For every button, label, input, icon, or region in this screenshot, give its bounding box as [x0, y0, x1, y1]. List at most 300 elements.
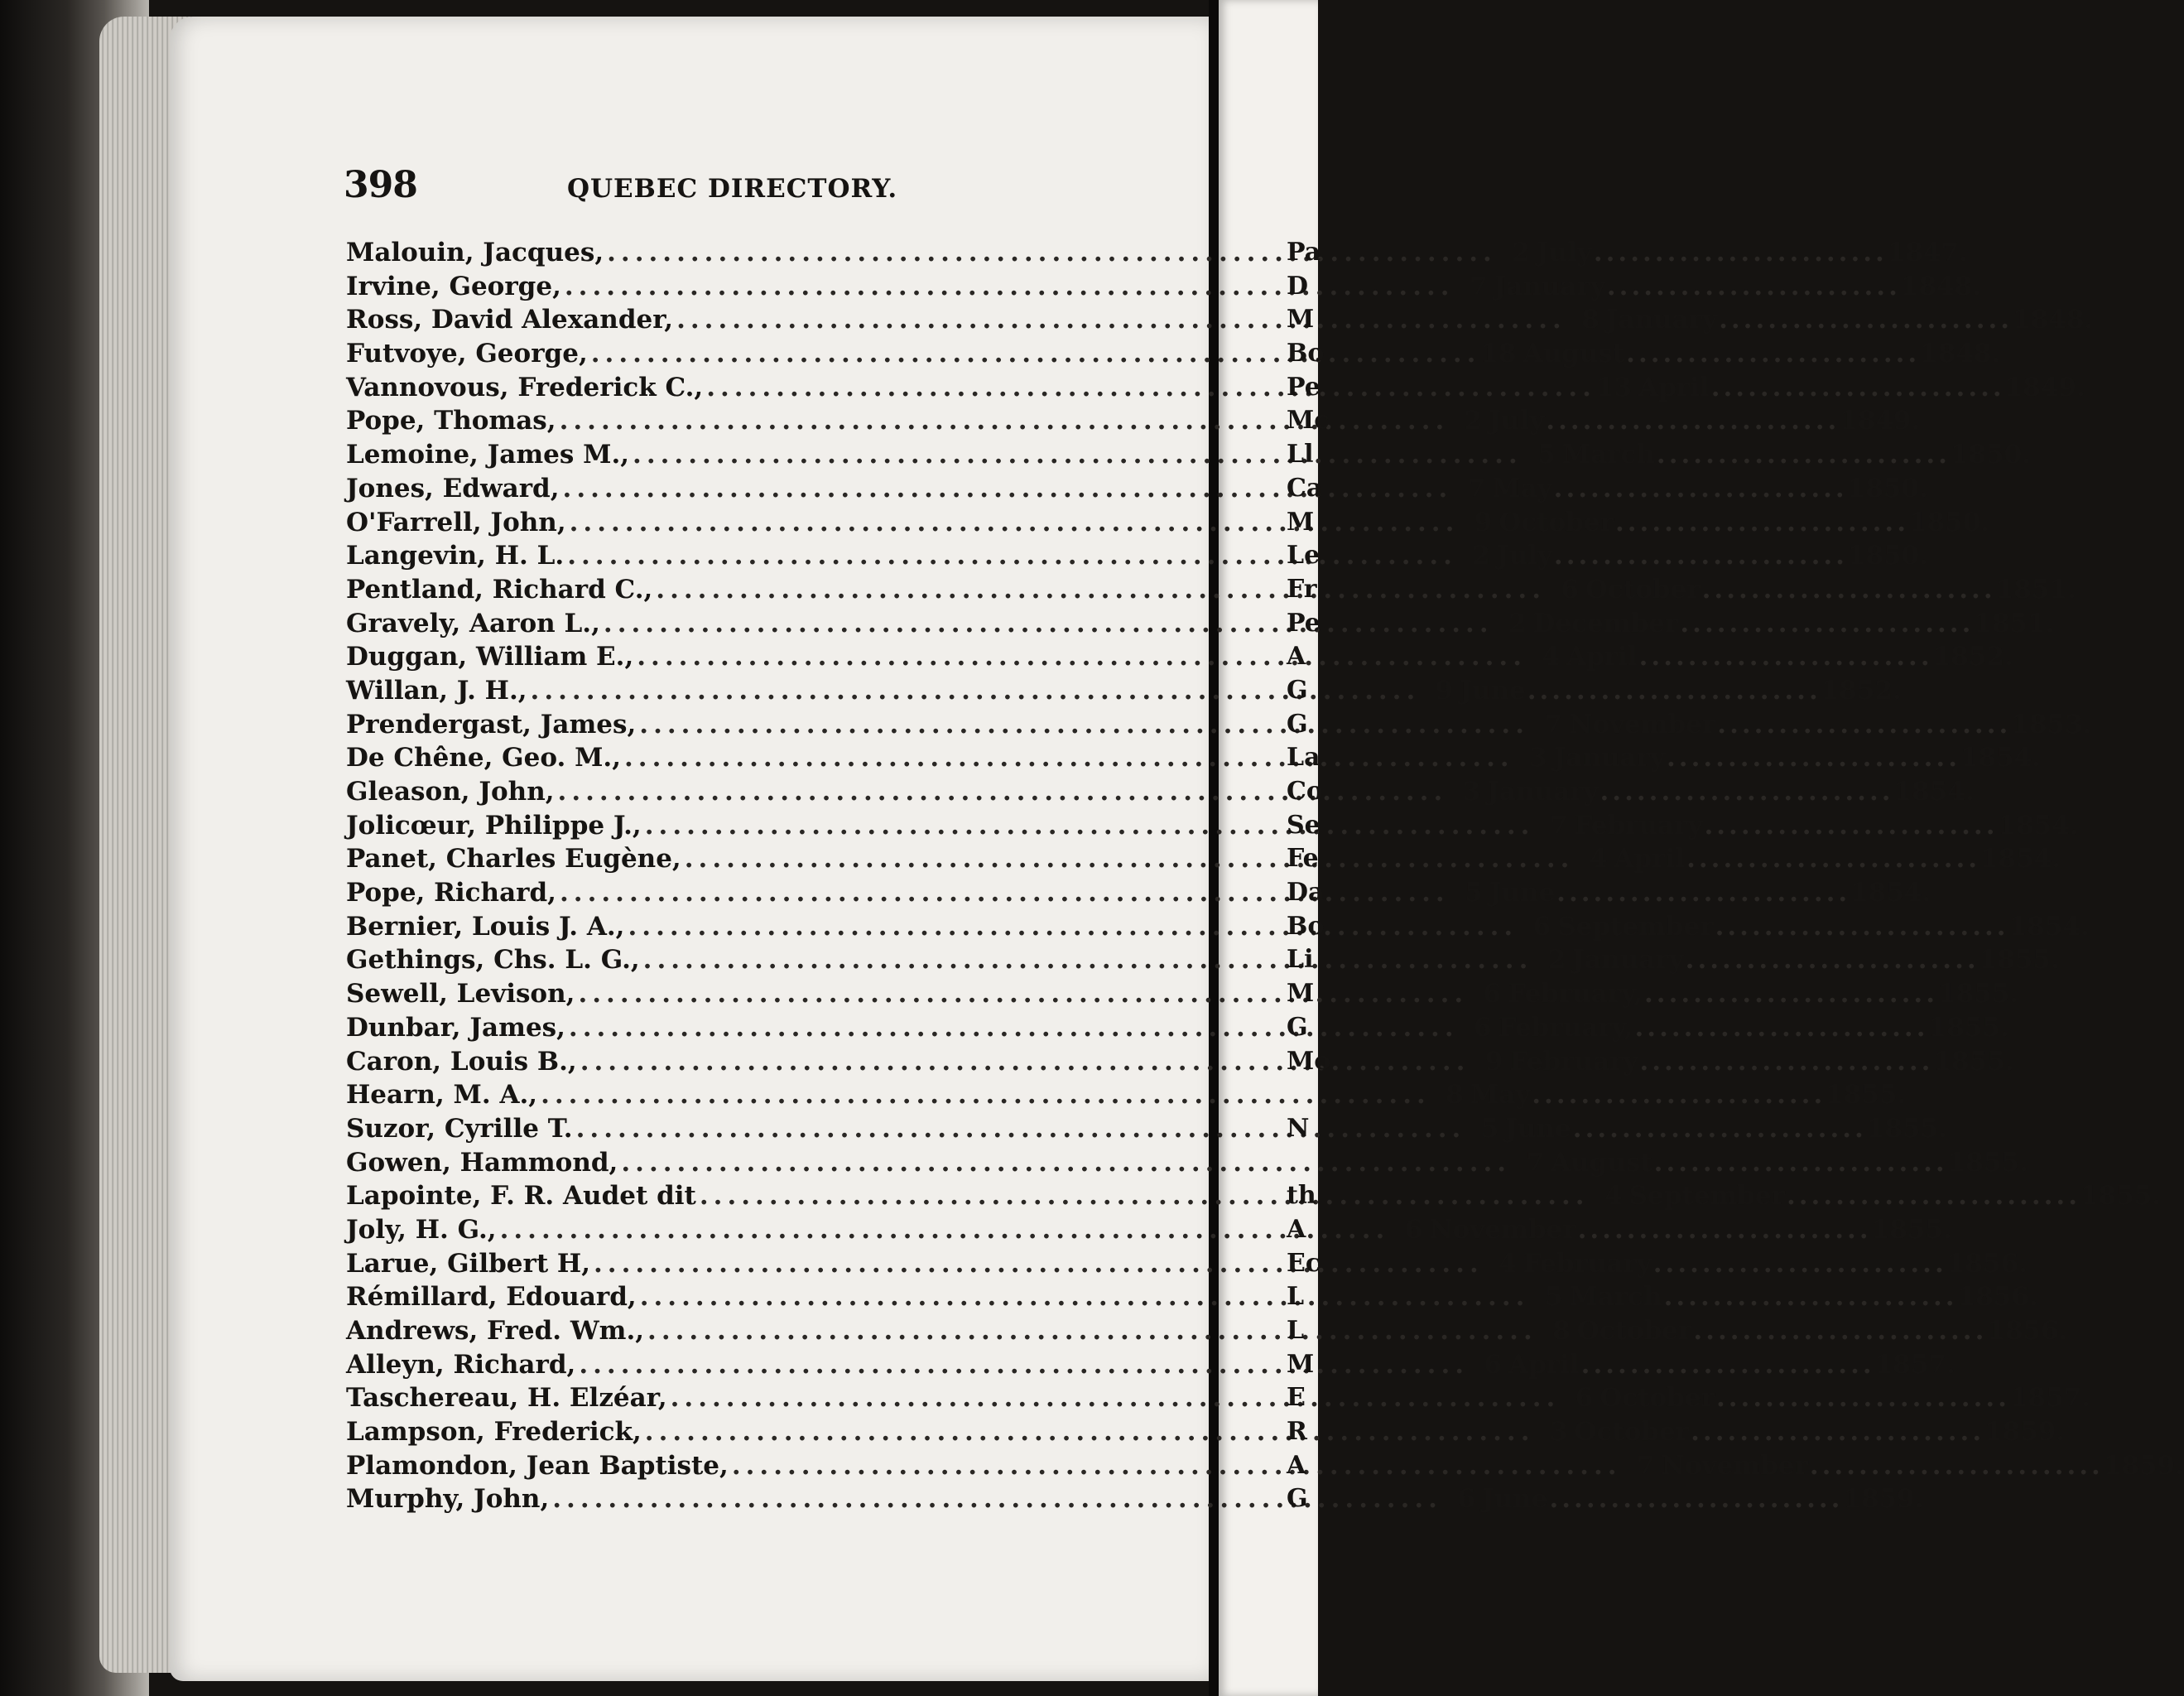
entry-date — [1389, 1215, 1951, 1245]
entry-name: Langevin, H. L. — [346, 541, 565, 571]
directory-entry — [346, 1316, 2068, 1350]
entry-month: March — [1569, 1282, 1662, 1313]
running-head: QUEBEC DIRECTORY. — [567, 174, 898, 204]
entry-name: Ross, David Alexander, — [346, 305, 674, 335]
directory-entry — [346, 1282, 2038, 1316]
entry-day: 2 — [1512, 238, 1530, 267]
dot-leader — [1605, 272, 1901, 301]
entry-month: April — [1638, 372, 1710, 402]
entry-year: 1857. — [2009, 1383, 2091, 1414]
entry-name: Sewell, Levison, — [346, 979, 575, 1009]
dot-leader — [1624, 339, 1920, 369]
dot-leader — [577, 1047, 1470, 1077]
dot-leader — [1785, 1181, 2081, 1211]
dot-leader — [588, 339, 1481, 369]
entry-year: 1854. — [1850, 878, 1931, 908]
dot-leader — [1552, 541, 1848, 571]
facing-page-fragment: Ll — [1287, 440, 1314, 470]
entry-name: Larue, Gilbert H, — [346, 1248, 591, 1279]
facing-page-fragment: M — [1287, 1349, 1315, 1379]
entry-date — [1459, 508, 1989, 537]
dot-leader — [1691, 1316, 1987, 1346]
entry-month: June — [1505, 1113, 1571, 1144]
dot-leader — [1715, 1383, 2010, 1413]
entry-month: March — [1561, 440, 1655, 470]
entry-date — [1468, 979, 2018, 1009]
dot-leader — [497, 1215, 1390, 1245]
entry-month: October — [1600, 1383, 1715, 1414]
entry-name: Vannovous, Frederick C., — [346, 372, 704, 402]
entry-day: 7 — [1467, 473, 1486, 504]
dot-leader — [652, 575, 1546, 605]
directory-entry — [346, 709, 2092, 744]
entry-day: 13 — [1595, 372, 1633, 402]
entry-year: 1855. — [1866, 1113, 1947, 1144]
dot-leader — [1614, 508, 1909, 537]
facing-page-fragment: M — [1287, 507, 1315, 537]
entry-day: 4 — [1604, 1181, 1623, 1212]
dot-leader — [621, 743, 1514, 773]
dot-leader — [618, 1148, 1511, 1178]
entry-year: 1857. — [1874, 1349, 1955, 1380]
directory-entry — [346, 1383, 2091, 1417]
entry-name: Pope, Richard, — [346, 878, 556, 908]
entry-day: 6 — [1483, 979, 1502, 1009]
entry-year: 1859. — [2103, 1450, 2184, 1481]
entry-month: September — [1628, 1181, 1785, 1212]
dot-leader — [1808, 1451, 2104, 1481]
dot-leader — [1580, 1350, 1875, 1380]
entry-year: 1855. — [1933, 1046, 2014, 1077]
entry-month: June — [1460, 675, 1526, 706]
directory-entry — [346, 675, 1902, 710]
facing-page-fragment: Se — [1287, 810, 1321, 840]
entry-date — [1529, 1282, 2037, 1312]
entry-month: February — [1509, 1046, 1638, 1077]
entry-month: April — [1508, 1349, 1580, 1380]
entry-date — [1529, 710, 2091, 740]
entry-date — [1431, 1080, 1907, 1110]
dot-leader — [1638, 642, 1933, 672]
entry-name: Jolicœur, Philippe J., — [346, 810, 642, 841]
entry-year: 1851. — [1995, 574, 2076, 605]
facing-page-fragment: A — [1287, 1450, 1306, 1480]
entry-month: November — [1569, 709, 1716, 740]
entry-year: 1849. — [1840, 406, 1921, 436]
entry-date — [1465, 1114, 1947, 1144]
entry-name: Suzor, Cyrille T. — [346, 1113, 573, 1144]
facing-page-fragment: Le — [1287, 541, 1321, 571]
dot-leader — [729, 1451, 1622, 1481]
entry-name: Willan, J. H., — [346, 675, 527, 706]
directory-entry — [346, 1113, 1947, 1148]
entry-date — [1518, 912, 2089, 942]
entry-name: Lapointe, F. R. Audet dit — [346, 1181, 696, 1212]
entry-year: 1854. — [1960, 743, 2042, 773]
entry-year: 1848. — [1900, 271, 1981, 301]
entry-date — [1527, 642, 2013, 672]
entry-date — [1534, 811, 2078, 841]
dot-leader — [629, 440, 1523, 470]
entry-day: 6 — [1457, 1484, 1475, 1515]
dot-leader — [1684, 945, 1980, 975]
facing-page-fragment: E — [1287, 1383, 1306, 1413]
dot-leader — [640, 945, 1533, 975]
facing-page-fragment: L — [1287, 1316, 1305, 1345]
page-number: 398 — [344, 164, 417, 206]
facing-page-fragment: N — [1287, 1113, 1310, 1143]
facing-page-fragment: Da — [1287, 878, 1325, 908]
entry-name: Gravely, Aaron L., — [346, 608, 600, 638]
entry-name: Gethings, Chs. L. G., — [346, 945, 640, 976]
entry-month: June — [1489, 878, 1556, 908]
dot-leader — [1599, 777, 1894, 807]
entry-date — [1469, 1350, 1955, 1380]
directory-entry — [346, 1349, 1955, 1384]
entry-year: 1854. — [1980, 844, 2061, 874]
dot-leader — [1544, 406, 1840, 436]
entry-day: 7 — [1544, 709, 1562, 740]
entry-day: 4 — [1589, 844, 1608, 874]
dot-leader — [1633, 1013, 1928, 1043]
facing-page-fragment: Pe — [1287, 372, 1321, 402]
entry-month: May — [1492, 473, 1552, 504]
entry-day: 2 — [1547, 945, 1566, 976]
facing-page-fragment: D — [1287, 271, 1309, 301]
entry-year: 1850. — [1909, 507, 1990, 537]
entry-day: 7 — [1526, 1147, 1545, 1178]
entry-month: February, — [1498, 1012, 1633, 1043]
entry-day: 6 — [1561, 574, 1579, 605]
entry-year: 1847. — [1887, 238, 1968, 267]
entry-year: 1856. — [1957, 1282, 2038, 1313]
entry-month: October — [1574, 1417, 1690, 1448]
entry-year: 1850. — [1847, 473, 1928, 504]
entry-name: Lampson, Frederick, — [346, 1417, 642, 1448]
entry-day: 7 — [1636, 1450, 1655, 1481]
entry-date — [1452, 474, 1928, 504]
entry-year: 1859. — [1984, 1417, 2066, 1448]
directory-entry — [346, 1450, 2184, 1485]
entry-month: October — [1498, 507, 1614, 537]
entry-day: 6 — [1484, 1349, 1503, 1380]
dot-leader — [1638, 1047, 1933, 1077]
entry-year: 1848. — [2013, 305, 2094, 335]
entry-day: 4 — [1542, 642, 1560, 672]
dot-leader — [637, 1282, 1530, 1312]
entry-name: Malouin, Jacques, — [346, 238, 604, 267]
entry-name: Pentland, Richard C., — [346, 574, 653, 605]
entry-year: 1855. — [1871, 1214, 1952, 1245]
entry-date — [1484, 1249, 2028, 1279]
dot-leader — [1701, 575, 1996, 605]
facing-page-fragment — [1287, 1080, 1320, 1114]
entry-name: Plamondon, Jean Baptiste, — [346, 1450, 729, 1481]
entry-month: February — [1574, 810, 1703, 841]
entry-year: 1849. — [2004, 372, 2085, 402]
entry-date — [1535, 1417, 2066, 1447]
dot-leader — [1655, 440, 1951, 470]
directory-entry — [346, 507, 1990, 542]
entry-name: Prendergast, James, — [346, 709, 637, 740]
facing-page-fragment: Pe — [1287, 608, 1321, 638]
entry-day: 3 — [1549, 1417, 1568, 1448]
entry-day: 8 — [1581, 305, 1600, 335]
dot-leader — [1678, 609, 1974, 638]
facing-page-fragment: A — [1287, 1214, 1306, 1244]
entry-name: Irvine, George, — [346, 271, 561, 301]
dot-leader — [566, 508, 1460, 537]
entry-day: 5 — [1480, 1113, 1499, 1144]
entry-year: 1854. — [2008, 911, 2090, 942]
directory-entry — [346, 1417, 2066, 1451]
entry-date — [1523, 440, 2031, 470]
directory-entry — [346, 271, 1981, 306]
entry-year: 1850. — [1950, 440, 2032, 470]
entry-day: 18 — [1480, 339, 1517, 369]
dot-leader — [1592, 238, 1888, 267]
dot-leader — [681, 844, 1575, 874]
dot-leader — [1530, 1080, 1826, 1110]
dot-leader — [633, 642, 1527, 672]
entry-year: 1853. — [2011, 709, 2092, 740]
entry-name: Panet, Charles Eugène, — [346, 844, 681, 874]
facing-page-fragment: Fe — [1287, 844, 1319, 874]
entry-year: 1856. — [1946, 1248, 2028, 1279]
dot-leader — [1662, 1282, 1958, 1312]
entry-name: Alleyn, Richard, — [346, 1349, 576, 1380]
entry-month: April — [1566, 642, 1638, 672]
entry-year: 1855. — [1928, 1012, 2009, 1043]
entry-name: Murphy, John, — [346, 1484, 550, 1515]
dot-leader — [1643, 979, 1938, 1009]
entry-name: Pope, Thomas, — [346, 406, 556, 436]
facing-page-fragment: Pa — [1287, 238, 1321, 267]
entry-month: January — [1572, 945, 1684, 976]
dot-leader — [667, 1383, 1561, 1413]
entry-year: 1859. — [1843, 1484, 1924, 1515]
entry-date — [1494, 609, 2055, 638]
entry-day: 5 — [1465, 878, 1483, 908]
dot-leader — [1714, 912, 2009, 942]
entry-name: Gowen, Hammond, — [346, 1147, 618, 1178]
entry-day: 6 — [1404, 1214, 1423, 1245]
dot-leader — [604, 238, 1497, 267]
entry-month: November — [1661, 1450, 1808, 1481]
entry-month: December — [1532, 608, 1679, 638]
entry-name: Jones, Edward, — [346, 473, 560, 504]
entry-day: 9 — [1474, 507, 1493, 537]
entry-date — [1622, 1451, 2184, 1481]
entry-date — [1566, 305, 2093, 335]
dot-leader — [644, 1316, 1537, 1346]
facing-page-fragment: G — [1287, 1484, 1308, 1514]
entry-date — [1590, 1181, 2161, 1211]
entry-date — [1459, 1013, 2009, 1043]
entry-month: August — [1551, 1147, 1652, 1178]
facing-page-fragment: Fr — [1287, 574, 1317, 604]
entry-date — [1546, 575, 2076, 605]
entry-month: July — [1536, 238, 1592, 267]
entry-day: 4 — [1498, 1248, 1517, 1279]
dot-leader — [1555, 878, 1850, 908]
entry-date — [1450, 878, 1931, 908]
entry-date — [1420, 676, 1902, 706]
entry-date — [1470, 1047, 2013, 1077]
entry-date — [1457, 541, 1928, 571]
facing-page-fragment: Ca — [1287, 473, 1323, 503]
facing-page-fragment: Li — [1287, 945, 1314, 975]
entry-date — [1480, 339, 2000, 369]
directory-entry — [346, 1080, 1907, 1114]
dot-leader — [1652, 1148, 1948, 1178]
facing-page-fragment: Co — [1287, 777, 1323, 806]
dot-leader — [1665, 743, 1960, 773]
entry-year: 1855. — [1826, 1080, 1907, 1111]
entry-month: September — [1557, 911, 1714, 942]
entry-month: February, — [1508, 979, 1643, 1009]
entry-day: 2 — [1464, 406, 1483, 436]
entry-year: 1855. — [2081, 1181, 2162, 1212]
entry-day: 6 — [1532, 911, 1551, 942]
dot-leader — [1717, 305, 2013, 335]
facing-page-fragment: G — [1287, 709, 1308, 739]
dot-leader — [561, 272, 1455, 301]
dot-leader — [575, 979, 1468, 1009]
entry-day: 6 — [1474, 1012, 1492, 1043]
dot-leader — [1685, 844, 1980, 874]
dot-leader — [1652, 1249, 1947, 1279]
entry-name: Joly, H. G., — [346, 1214, 497, 1245]
entry-month: May — [1470, 1080, 1531, 1111]
entry-month: August — [1523, 339, 1625, 369]
entry-year: 1855. — [1947, 1147, 2028, 1178]
entry-date — [1442, 1484, 1924, 1514]
dot-leader — [1702, 811, 1998, 841]
dot-leader — [575, 1350, 1469, 1380]
entry-day: 9 — [1435, 675, 1454, 706]
entry-date — [1455, 272, 1981, 301]
entry-month: October — [1585, 574, 1701, 605]
entry-name: Futvoye, George, — [346, 339, 588, 369]
entry-date — [1537, 1316, 2068, 1346]
dot-leader — [673, 305, 1566, 335]
entry-date — [1497, 238, 1968, 267]
directory-entry — [346, 1484, 1924, 1518]
dot-leader — [573, 1114, 1466, 1144]
entry-date — [1449, 406, 1920, 436]
entry-month: April — [1614, 844, 1686, 874]
facing-page-fragment: R — [1287, 1417, 1307, 1447]
directory-entry — [346, 1147, 2028, 1182]
entry-name: Andrews, Fred. Wm., — [346, 1316, 645, 1346]
dot-leader — [565, 1013, 1459, 1043]
facing-page-fragment: G — [1287, 1012, 1308, 1042]
entry-year: 1855. — [1979, 945, 2060, 976]
facing-page-fragment: Mc — [1287, 406, 1330, 436]
dot-leader — [590, 1249, 1484, 1279]
entry-month: January — [1487, 777, 1599, 807]
entry-year: 1851. — [1974, 608, 2055, 638]
facing-page-fragment: La — [1287, 743, 1321, 773]
dot-leader — [696, 1181, 1590, 1211]
directory-entry — [346, 642, 2013, 676]
entry-date — [1560, 1383, 2090, 1413]
directory-entry — [346, 1012, 2009, 1047]
dot-leader — [1552, 474, 1848, 504]
facing-page-fragment: M — [1287, 305, 1315, 335]
dot-leader — [642, 811, 1535, 841]
facing-page-column — [1287, 238, 1331, 1518]
entry-day: 5 — [1544, 1282, 1563, 1313]
entry-name: Gleason, John, — [346, 777, 555, 807]
entry-month: July — [1496, 541, 1552, 571]
entry-year: 1854. — [1893, 777, 1975, 807]
entry-month: January — [1605, 305, 1718, 335]
entry-date — [1447, 777, 1974, 807]
directory-entry — [346, 1214, 1952, 1249]
facing-page-fragment: Bo — [1287, 339, 1325, 369]
entry-name: De Chêne, Geo. M., — [346, 743, 621, 773]
dot-leader — [1689, 1417, 1984, 1447]
entry-date — [1514, 743, 2041, 773]
entry-year: 1852. — [1821, 675, 1902, 706]
entry-date — [1532, 945, 2059, 975]
entry-day: 3 — [1529, 743, 1547, 773]
entry-name: Taschereau, H. Elzéar, — [346, 1383, 667, 1414]
entry-month: July — [1489, 406, 1545, 436]
entry-name: Duggan, William E., — [346, 642, 634, 672]
facing-page-fragment: Mo — [1287, 1046, 1331, 1076]
dot-leader — [1715, 710, 2011, 740]
facing-page-fragment: L — [1287, 1282, 1305, 1312]
dot-leader — [1547, 1484, 1843, 1514]
facing-page-fragment: G — [1287, 675, 1308, 705]
entry-month: January — [1494, 271, 1605, 301]
entry-day: 7 — [1549, 810, 1568, 841]
dot-leader — [1571, 1114, 1867, 1144]
entry-name: Rémillard, Edouard, — [346, 1282, 637, 1313]
entry-name: Bernier, Louis J. A., — [346, 911, 625, 942]
entry-day: 2 — [1472, 541, 1490, 571]
entry-day: 7 — [1470, 271, 1488, 301]
facing-page-fragment: A — [1287, 642, 1306, 672]
entry-month: February — [1523, 1248, 1652, 1279]
entry-day: 6 — [1575, 1383, 1594, 1414]
entry-day: 8 — [1552, 1316, 1571, 1346]
entry-day: 8 — [1446, 1080, 1464, 1111]
dot-leader — [1710, 373, 2005, 402]
entry-year: 1856. — [1987, 1316, 2068, 1346]
directory-entry — [346, 305, 2094, 339]
dot-leader — [1576, 1215, 1872, 1245]
facing-page-fragment: th — [1287, 1181, 1316, 1211]
facing-page-fragment: Ec — [1287, 1248, 1321, 1278]
entry-name: Dunbar, James, — [346, 1012, 565, 1043]
entry-name: Caron, Louis B., — [346, 1046, 577, 1077]
facing-page-fragment — [1287, 1148, 1320, 1182]
entry-day: 5 — [1537, 440, 1556, 470]
dot-leader — [624, 912, 1518, 942]
entry-year: 1855. — [1938, 979, 2019, 1009]
dot-leader — [703, 373, 1596, 402]
dot-leader — [642, 1417, 1535, 1447]
entry-date — [1596, 373, 2085, 402]
dot-leader — [564, 541, 1457, 571]
dot-leader — [600, 609, 1494, 638]
entry-year: 1850. — [1847, 541, 1929, 571]
entry-year: 1854. — [1998, 810, 2079, 841]
